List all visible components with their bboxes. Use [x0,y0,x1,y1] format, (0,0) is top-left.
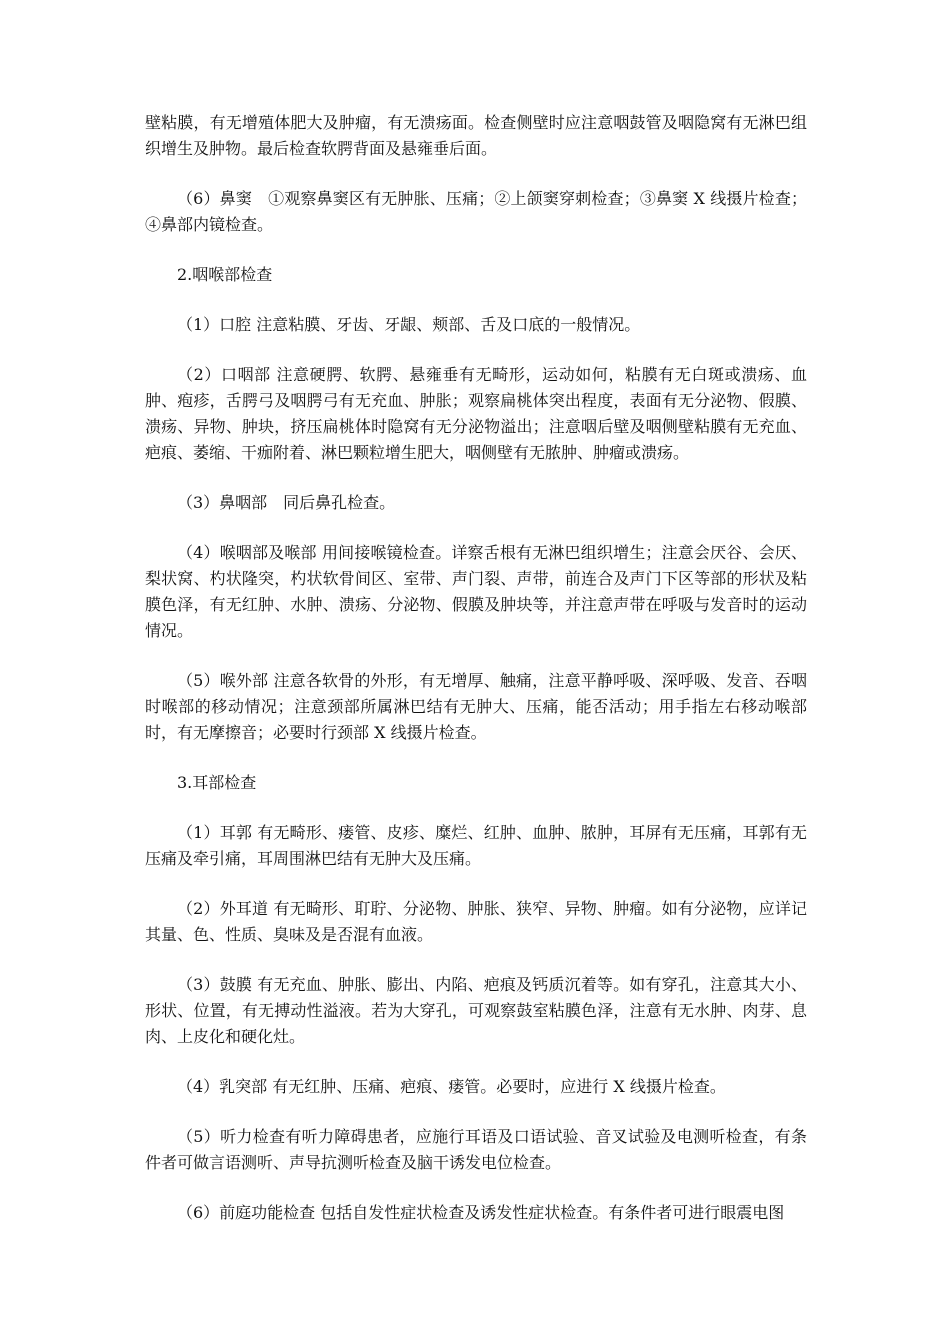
paragraph-external-larynx: （5）喉外部 注意各软骨的外形，有无增厚、触痛，注意平静呼吸、深呼吸、发音、吞咽时喉部的移动情况；注意颈部所属淋巴结有无肿大、压痛，能否活动；用手指左右移动喉部时，有无摩擦音；必要时行颈部 X 线摄片检查。 [145,671,807,742]
paragraph-hearing-test: （5）听力检查有听力障碍患者，应施行耳语及口语试验、音叉试验及电测听检查，有条件者可做言语测听、声导抗测听检查及脑干诱发电位检查。 [145,1127,807,1172]
document-page [145,110,807,1226]
paragraph-hypopharynx-larynx: （4）喉咽部及喉部 用间接喉镜检查。详察舌根有无淋巴组织增生；注意会厌谷、会厌、梨状窝、杓状隆突，杓状软骨间区、室带、声门裂、声带，前连合及声门下区等部的形状及粘膜色泽，有无红肿、水肿、溃疡、分泌物、假膜及肿块等，并注意声带在呼吸与发音时的运动情况。 [145,543,807,640]
paragraph-external-canal: （2）外耳道 有无畸形、耵聍、分泌物、肿胀、狭窄、异物、肿瘤。如有分泌物，应详记其量、色、性质、臭味及是否混有血液。 [145,899,807,944]
paragraph-oropharynx: （2）口咽部 注意硬腭、软腭、悬雍垂有无畸形，运动如何，粘膜有无白斑或溃疡、血肿、疱疹，舌腭弓及咽腭弓有无充血、肿胀；观察扁桃体突出程度，表面有无分泌物、假膜、溃疡、异物、肿块，挤压扁桃体时隐窝有无分泌物溢出；注意咽后壁及咽侧壁粘膜有无充血、疤痕、萎缩、干痂附着、淋巴颗粒增生肥大，咽侧壁有无脓肿、肿瘤或溃疡。 [145,365,807,462]
paragraph-sinus-exam: （6）鼻窦 ①观察鼻窦区有无肿胀、压痛；②上颌窦穿刺检查；③鼻窦 X 线摄片检查；④鼻部内镜检查。 [145,189,807,234]
section-heading-throat: 2.咽喉部检查 [177,265,273,284]
paragraph-nasopharynx-wall: 壁粘膜，有无增殖体肥大及肿瘤，有无溃疡面。检查侧壁时应注意咽鼓管及咽隐窝有无淋巴组织增生及肿物。最后检查软腭背面及悬雍垂后面。 [145,113,807,158]
paragraph-vestibular-test: （6）前庭功能检查 包括自发性症状检查及诱发性症状检查。有条件者可进行眼震电图 [177,1203,785,1222]
paragraph-mastoid: （4）乳突部 有无红肿、压痛、疤痕、瘘管。必要时，应进行 X 线摄片检查。 [177,1077,726,1096]
section-heading-ear: 3.耳部检查 [177,773,257,792]
paragraph-auricle: （1）耳郭 有无畸形、瘘管、皮疹、糜烂、红肿、血肿、脓肿，耳屏有无压痛，耳郭有无压痛及牵引痛，耳周围淋巴结有无肿大及压痛。 [145,823,807,868]
paragraph-nasopharynx: （3）鼻咽部 同后鼻孔检查。 [177,493,396,512]
paragraph-oral-cavity: （1）口腔 注意粘膜、牙齿、牙龈、颊部、舌及口底的一般情况。 [177,315,641,334]
paragraph-tympanic-membrane: （3）鼓膜 有无充血、肿胀、膨出、内陷、疤痕及钙质沉着等。如有穿孔，注意其大小、形状、位置，有无搏动性溢液。若为大穿孔，可观察鼓室粘膜色泽，注意有无水肿、肉芽、息肉、上皮化和硬化灶。 [145,975,807,1046]
